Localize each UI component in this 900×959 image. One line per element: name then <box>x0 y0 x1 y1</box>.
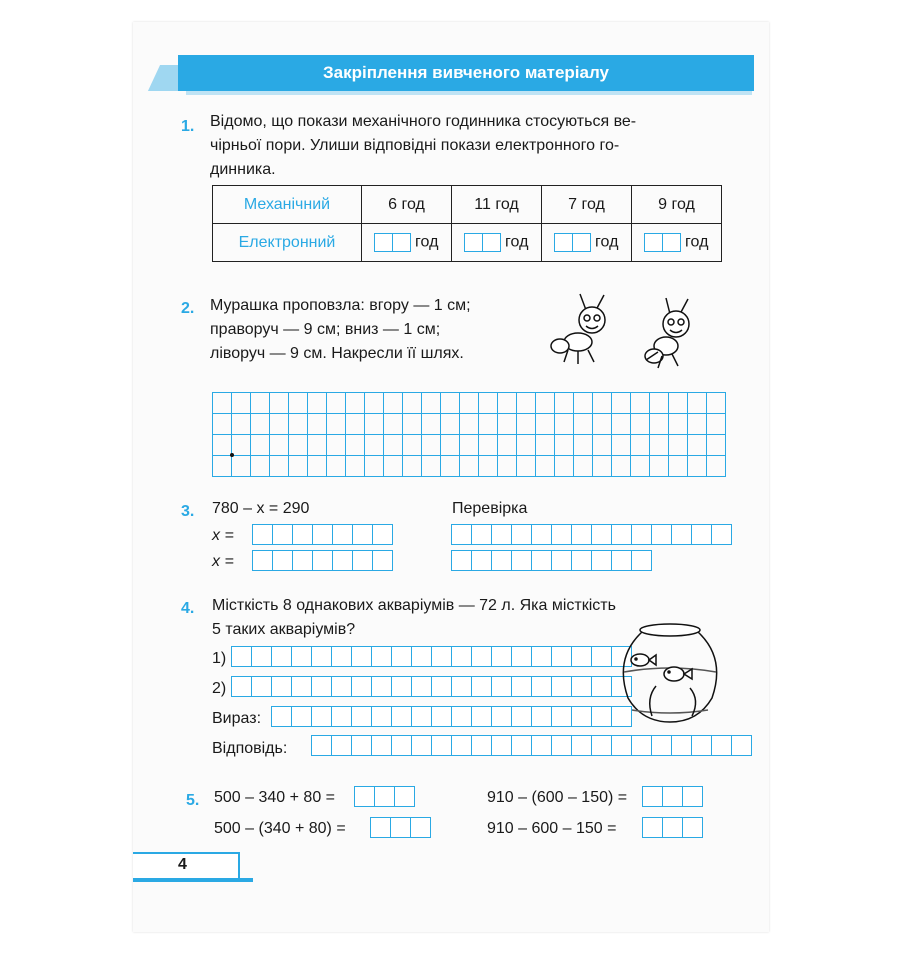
solution-row-1[interactable] <box>253 524 393 545</box>
task1-line-3: динника. <box>210 161 276 178</box>
electronic-cell: год <box>362 224 452 262</box>
task1-line-1: Відомо, що покази механічного годинника стосуються ве- <box>210 113 637 130</box>
answer-boxes[interactable] <box>375 233 411 252</box>
step2-label: 2) <box>212 680 227 697</box>
var-prefix: x = <box>212 527 234 544</box>
answer-cells[interactable] <box>312 735 752 756</box>
task4-line-2: 5 таких акваріумів? <box>212 621 356 638</box>
mechanical-label: Механічний <box>213 186 362 224</box>
answer-label: Відповідь: <box>212 740 288 757</box>
answer-boxes[interactable] <box>645 233 681 252</box>
check-row-2[interactable] <box>452 550 652 571</box>
table-row <box>213 224 722 262</box>
page-number: 4 <box>178 856 187 873</box>
solution-row-2[interactable] <box>253 550 393 571</box>
step2-cells[interactable] <box>232 676 632 697</box>
expression-label: Вираз: <box>212 710 262 727</box>
task3-number: 3. <box>181 503 195 520</box>
electronic-cell: год <box>632 224 722 262</box>
start-point <box>230 453 234 457</box>
answer-boxes[interactable] <box>465 233 501 252</box>
footer-line <box>133 878 253 882</box>
task4-line-1: Місткість 8 однакових акваріумів — 72 л. Яка місткість <box>212 597 616 614</box>
result-cells-2[interactable] <box>371 817 431 838</box>
check-label: Перевірка <box>452 500 528 517</box>
expression-3: 910 – (600 – 150) = <box>487 789 628 806</box>
section-header <box>178 55 754 93</box>
result-cells-3[interactable] <box>643 786 703 807</box>
task2-number: 2. <box>181 300 195 317</box>
aquarium-illustration <box>612 618 728 724</box>
electronic-cell: год <box>452 224 542 262</box>
ants-illustration <box>548 290 723 370</box>
task2-line-2: праворуч — 9 см; вниз — 1 см; <box>210 321 441 338</box>
result-cells-4[interactable] <box>643 817 703 838</box>
result-cells-1[interactable] <box>355 786 415 807</box>
task5-number: 5. <box>186 792 200 809</box>
step1-cells[interactable] <box>232 646 632 667</box>
mechanical-time: 7 год <box>542 186 632 224</box>
var-prefix: x = <box>212 553 234 570</box>
check-row-1[interactable] <box>452 524 732 545</box>
header-shadow <box>186 91 752 95</box>
expression-2: 500 – (340 + 80) = <box>214 820 346 837</box>
expression-1: 500 – 340 + 80 = <box>214 789 335 806</box>
drawing-grid[interactable] <box>212 392 726 477</box>
expression-4: 910 – 600 – 150 = <box>487 820 617 837</box>
step1-label: 1) <box>212 650 227 667</box>
task2-line-3: ліворуч — 9 см. Накресли її шлях. <box>210 345 464 362</box>
mechanical-time: 9 год <box>632 186 722 224</box>
table-row <box>213 186 722 224</box>
section-title: Закріплення вивченого матеріалу <box>322 63 610 82</box>
task1-line-2: чірньої пори. Улиши відповідні покази електронного го- <box>210 137 620 154</box>
mechanical-time: 6 год <box>362 186 452 224</box>
equation: 780 – x = 290 <box>212 500 310 517</box>
task4-number: 4. <box>181 600 195 617</box>
electronic-cell: год <box>542 224 632 262</box>
clock-table <box>212 185 722 262</box>
task2-line-1: Мурашка проповзла: вгору — 1 см; <box>210 297 471 314</box>
mechanical-time: 11 год <box>452 186 542 224</box>
task1-number: 1. <box>181 118 195 135</box>
electronic-label: Електронний <box>213 224 362 262</box>
expression-cells[interactable] <box>272 706 632 727</box>
answer-boxes[interactable] <box>555 233 591 252</box>
